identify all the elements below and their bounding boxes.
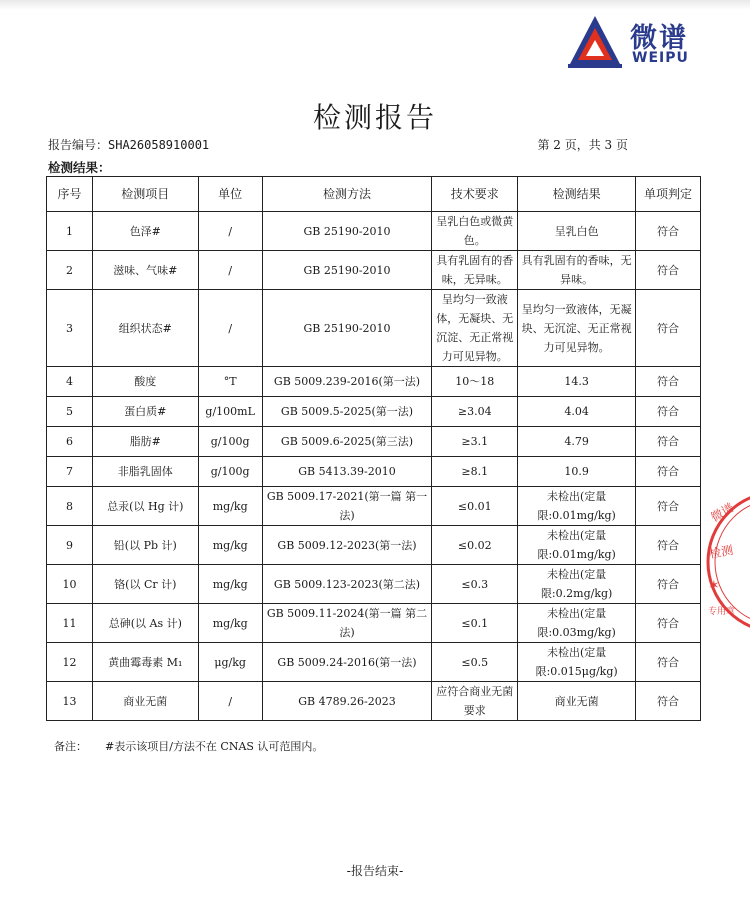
cell-requirement: 具有乳固有的香味，无异味。 xyxy=(432,251,518,290)
header-requirement: 技术要求 xyxy=(432,177,518,212)
table-row xyxy=(47,367,701,397)
cell-method: GB 5009.11-2024(第一篇 第二法) xyxy=(262,604,432,643)
cell-result: 呈均匀一致液体，无凝块、无沉淀、无正常视力可见异物。 xyxy=(518,290,636,367)
table-row xyxy=(47,487,701,526)
cell-requirement: 呈乳白色或微黄色。 xyxy=(432,212,518,251)
top-shadow-band xyxy=(0,0,750,10)
cell-method: GB 5009.123-2023(第二法) xyxy=(262,565,432,604)
cell-judgment: 符合 xyxy=(636,682,701,721)
page-info: 第 2 页，共 3 页 xyxy=(537,138,628,152)
cell-no: 7 xyxy=(47,457,93,487)
cell-method: GB 5009.12-2023(第一法) xyxy=(262,526,432,565)
cell-method: GB 5009.5-2025(第一法) xyxy=(262,397,432,427)
cell-item: 色泽# xyxy=(92,212,198,251)
table-row xyxy=(47,290,701,367)
cell-unit: mg/kg xyxy=(198,487,262,526)
cell-unit: g/100g xyxy=(198,427,262,457)
results-table xyxy=(46,176,701,721)
cell-judgment: 符合 xyxy=(636,487,701,526)
cell-requirement: 10～18 xyxy=(432,367,518,397)
cell-result: 未检出(定量限:0.01mg/kg) xyxy=(518,526,636,565)
cell-judgment: 符合 xyxy=(636,397,701,427)
cell-item: 非脂乳固体 xyxy=(92,457,198,487)
cell-requirement: ≤0.3 xyxy=(432,565,518,604)
cell-result: 呈乳白色 xyxy=(518,212,636,251)
cell-unit: / xyxy=(198,251,262,290)
table-header-row xyxy=(47,177,701,212)
note xyxy=(54,738,323,754)
cell-unit: / xyxy=(198,212,262,251)
cell-no: 2 xyxy=(47,251,93,290)
cell-no: 4 xyxy=(47,367,93,397)
cell-item: 铅(以 Pb 计) xyxy=(92,526,198,565)
table-row xyxy=(47,682,701,721)
cell-no: 1 xyxy=(47,212,93,251)
cell-unit: / xyxy=(198,290,262,367)
header-unit: 单位 xyxy=(198,177,262,212)
cell-unit: g/100mL xyxy=(198,397,262,427)
cell-item: 蛋白质# xyxy=(92,397,198,427)
cell-judgment: 符合 xyxy=(636,212,701,251)
cell-result: 10.9 xyxy=(518,457,636,487)
cell-unit: °T xyxy=(198,367,262,397)
note-text: #表示该项目/方法不在 CNAS 认可范围内。 xyxy=(105,740,324,753)
cell-unit: mg/kg xyxy=(198,565,262,604)
cell-result: 未检出(定量限:0.01mg/kg) xyxy=(518,487,636,526)
table-row xyxy=(47,565,701,604)
table-row xyxy=(47,604,701,643)
weipu-logo-icon xyxy=(566,14,624,70)
cell-result: 商业无菌 xyxy=(518,682,636,721)
header-item: 检测项目 xyxy=(92,177,198,212)
logo-name-en: WEIPU xyxy=(632,50,689,66)
report-end: -报告结束- xyxy=(346,864,404,878)
svg-text:检测: 检测 xyxy=(708,542,735,561)
note-label: 备注： xyxy=(54,740,87,753)
company-logo xyxy=(566,14,716,70)
cell-requirement: ≥3.1 xyxy=(432,427,518,457)
cell-result: 未检出(定量限:0.2mg/kg) xyxy=(518,565,636,604)
cell-method: GB 5009.17-2021(第一篇 第一法) xyxy=(262,487,432,526)
table-row xyxy=(47,251,701,290)
cell-no: 6 xyxy=(47,427,93,457)
cell-result: 未检出(定量限:0.03mg/kg) xyxy=(518,604,636,643)
svg-text:专用章: 专用章 xyxy=(708,607,736,617)
cell-item: 脂肪# xyxy=(92,427,198,457)
cell-no: 3 xyxy=(47,290,93,367)
cell-method: GB 25190-2010 xyxy=(262,290,432,367)
cell-no: 11 xyxy=(47,604,93,643)
cell-requirement: ≥3.04 xyxy=(432,397,518,427)
cell-no: 8 xyxy=(47,487,93,526)
logo-name-cn: 微谱 xyxy=(630,23,688,54)
cell-method: GB 4789.26-2023 xyxy=(262,682,432,721)
report-title: 检测报告 xyxy=(312,101,437,134)
cell-item: 商业无菌 xyxy=(92,682,198,721)
cell-no: 12 xyxy=(47,643,93,682)
cell-judgment: 符合 xyxy=(636,604,701,643)
svg-text:✶: ✶ xyxy=(708,578,720,594)
header-no: 序号 xyxy=(47,177,93,212)
cell-requirement: ≥8.1 xyxy=(432,457,518,487)
cell-method: GB 5009.239-2016(第一法) xyxy=(262,367,432,397)
table-row xyxy=(47,212,701,251)
cell-judgment: 符合 xyxy=(636,457,701,487)
cell-item: 铬(以 Cr 计) xyxy=(92,565,198,604)
svg-text:微谱: 微谱 xyxy=(708,500,737,525)
header-judgment: 单项判定 xyxy=(636,177,701,212)
cell-no: 9 xyxy=(47,526,93,565)
red-seal-stamp xyxy=(704,488,750,636)
cell-judgment: 符合 xyxy=(636,526,701,565)
cell-method: GB 25190-2010 xyxy=(262,251,432,290)
report-number: 报告编号：SHA26058910001 xyxy=(48,138,210,152)
cell-unit: μg/kg xyxy=(198,643,262,682)
cell-item: 酸度 xyxy=(92,367,198,397)
cell-requirement: ≤0.01 xyxy=(432,487,518,526)
cell-result: 未检出(定量限:0.015μg/kg) xyxy=(518,643,636,682)
section-title: 检测结果： xyxy=(48,160,111,175)
cell-no: 10 xyxy=(47,565,93,604)
cell-judgment: 符合 xyxy=(636,290,701,367)
cell-judgment: 符合 xyxy=(636,427,701,457)
cell-item: 黄曲霉毒素 M₁ xyxy=(92,643,198,682)
cell-requirement: 应符合商业无菌要求 xyxy=(432,682,518,721)
cell-judgment: 符合 xyxy=(636,367,701,397)
header-method: 检测方法 xyxy=(262,177,432,212)
cell-item: 组织状态# xyxy=(92,290,198,367)
cell-method: GB 5413.39-2010 xyxy=(262,457,432,487)
cell-result: 4.79 xyxy=(518,427,636,457)
table-row xyxy=(47,427,701,457)
cell-unit: mg/kg xyxy=(198,526,262,565)
cell-no: 13 xyxy=(47,682,93,721)
cell-unit: / xyxy=(198,682,262,721)
cell-requirement: ≤0.5 xyxy=(432,643,518,682)
cell-unit: g/100g xyxy=(198,457,262,487)
cell-judgment: 符合 xyxy=(636,251,701,290)
cell-requirement: ≤0.1 xyxy=(432,604,518,643)
cell-result: 14.3 xyxy=(518,367,636,397)
table-row xyxy=(47,397,701,427)
table-row xyxy=(47,643,701,682)
cell-result: 4.04 xyxy=(518,397,636,427)
cell-method: GB 5009.6-2025(第三法) xyxy=(262,427,432,457)
cell-judgment: 符合 xyxy=(636,643,701,682)
cell-method: GB 5009.24-2016(第一法) xyxy=(262,643,432,682)
header-result: 检测结果 xyxy=(518,177,636,212)
cell-no: 5 xyxy=(47,397,93,427)
cell-result: 具有乳固有的香味，无异味。 xyxy=(518,251,636,290)
cell-method: GB 25190-2010 xyxy=(262,212,432,251)
cell-item: 滋味、气味# xyxy=(92,251,198,290)
cell-requirement: ≤0.02 xyxy=(432,526,518,565)
cell-item: 总砷(以 As 计) xyxy=(92,604,198,643)
table-row xyxy=(47,526,701,565)
cell-requirement: 呈均匀一致液体，无凝块、无沉淀、无正常视力可见异物。 xyxy=(432,290,518,367)
table-row xyxy=(47,457,701,487)
cell-unit: mg/kg xyxy=(198,604,262,643)
cell-item: 总汞(以 Hg 计) xyxy=(92,487,198,526)
cell-judgment: 符合 xyxy=(636,565,701,604)
